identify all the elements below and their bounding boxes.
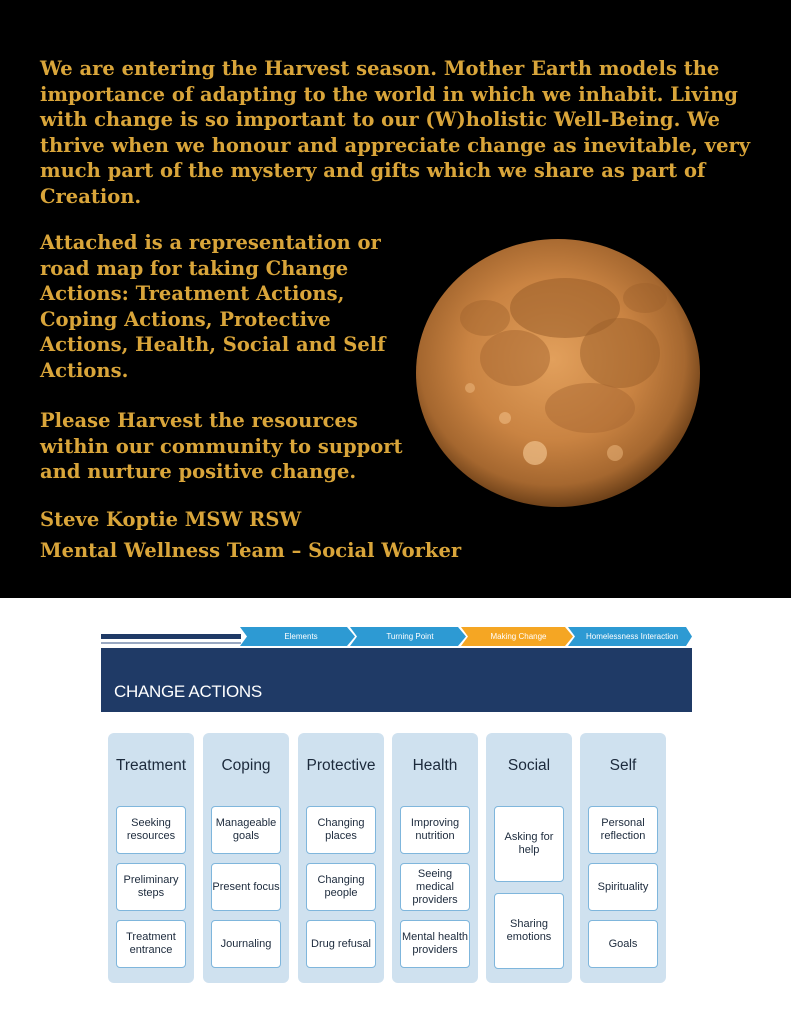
column-protective xyxy=(298,733,384,983)
attached-paragraph: Attached is a representation or road map for taking Change Actions: Treatment Actions, Coping Actions, Protective Actions, Health, Social and Self Actions. xyxy=(40,231,386,382)
progress-bar-line xyxy=(101,634,241,639)
action-box: Seeking resources xyxy=(116,806,186,854)
column-treatment xyxy=(108,733,194,983)
action-box: Mental health providers xyxy=(400,920,470,968)
action-box: Journaling xyxy=(211,920,281,968)
action-box: Treatment entrance xyxy=(116,920,186,968)
action-box: Personal reflection xyxy=(588,806,658,854)
intro-paragraph: We are entering the Harvest season. Mother Earth models the importance of adapting to the world in which we inhabit. Living with change is so important to our (W)holistic Well-Being. We thrive when we honour and appreciate change as inevitable, very much part of the mystery and gifts which we share as part of Creation. xyxy=(40,57,751,208)
step-making-change: Making Change xyxy=(490,632,547,641)
column-social xyxy=(486,733,572,983)
change-actions-diagram xyxy=(0,598,791,1024)
column-title: Protective xyxy=(306,757,376,774)
step-homelessness-interaction: Homelessness Interaction xyxy=(585,632,679,641)
column-coping xyxy=(203,733,289,983)
column-health xyxy=(392,733,478,983)
action-box: Goals xyxy=(588,920,658,968)
harvest-paragraph: Please Harvest the resources within our community to support and nurture positive change. xyxy=(40,409,403,483)
signature-name: Steve Koptie MSW RSW xyxy=(40,508,302,531)
action-box: Seeing medical providers xyxy=(400,863,470,911)
change-actions-banner xyxy=(101,648,692,712)
action-box: Asking for help xyxy=(494,806,564,882)
action-box: Spirituality xyxy=(588,863,658,911)
action-box: Changing people xyxy=(306,863,376,911)
progress-bar-underline xyxy=(101,642,241,644)
banner-title: CHANGE ACTIONS xyxy=(114,682,262,701)
column-title: Self xyxy=(609,757,637,774)
action-box: Preliminary steps xyxy=(116,863,186,911)
column-self xyxy=(580,733,666,983)
action-box: Drug refusal xyxy=(306,920,376,968)
action-box: Sharing emotions xyxy=(494,893,564,969)
column-title: Social xyxy=(507,757,551,774)
full-moon-image xyxy=(415,238,701,508)
column-title: Treatment xyxy=(115,757,187,774)
action-box: Changing places xyxy=(306,806,376,854)
action-box: Manageable goals xyxy=(211,806,281,854)
action-box: Improving nutrition xyxy=(400,806,470,854)
column-title: Health xyxy=(412,757,458,774)
step-turning-point: Turning Point xyxy=(386,632,434,641)
column-title: Coping xyxy=(221,757,271,774)
step-elements: Elements xyxy=(284,632,318,641)
signature-title: Mental Wellness Team – Social Worker xyxy=(40,539,462,562)
action-box: Present focus xyxy=(211,863,281,911)
